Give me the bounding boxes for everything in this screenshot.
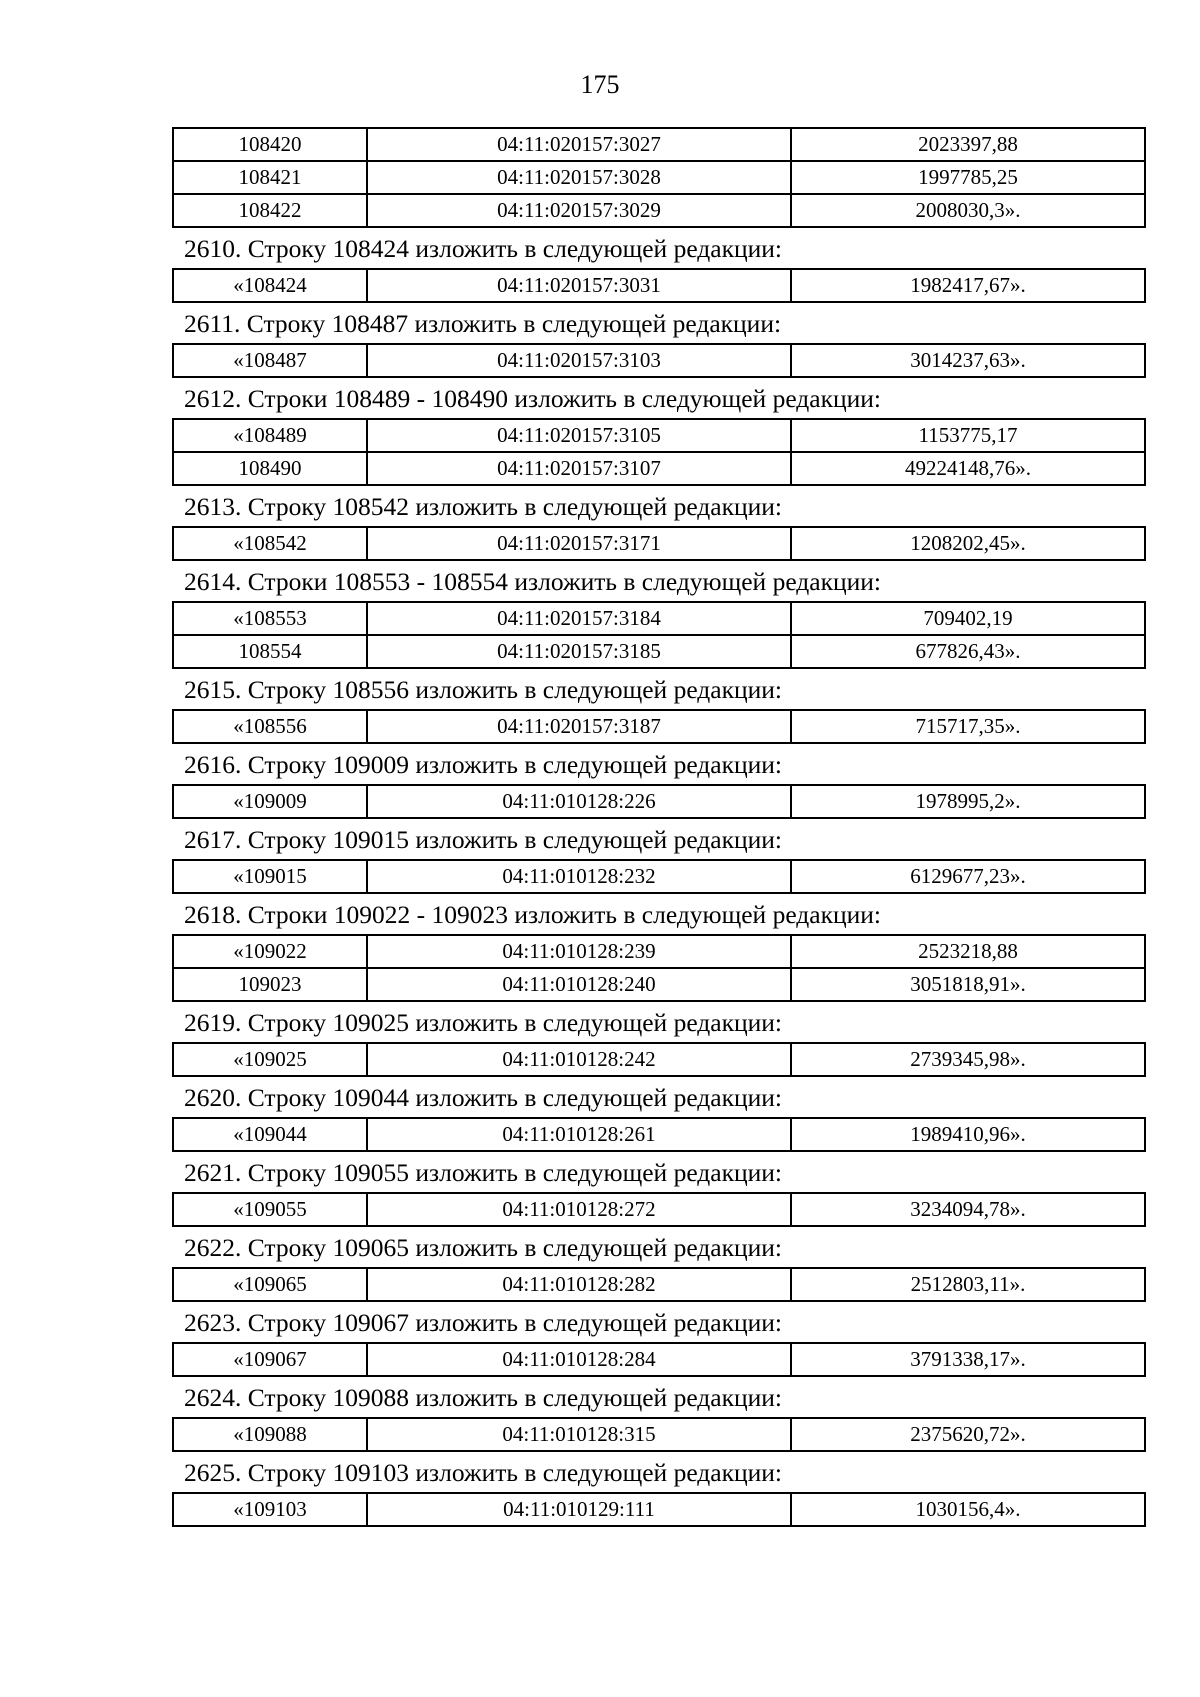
value-cell: 677826,43».: [791, 635, 1145, 668]
amendment-heading: 2615. Строку 108556 изложить в следующей редакции:: [184, 675, 783, 704]
amendment-heading: 2613. Строку 108542 изложить в следующей редакции:: [184, 492, 783, 521]
row-number-cell: 108422: [173, 194, 367, 227]
row-number-cell: «108542: [173, 527, 367, 560]
amendment-table: [172, 859, 1146, 894]
row-number-cell: «108553: [173, 602, 367, 635]
value-cell: 1997785,25: [791, 161, 1145, 194]
amendment-heading: 2621. Строку 109055 изложить в следующей редакции:: [184, 1158, 783, 1187]
cadastral-number-cell: 04:11:020157:3027: [367, 128, 791, 161]
row-number-cell: 108554: [173, 635, 367, 668]
page-number: 175: [580, 70, 620, 99]
row-number-cell: «109067: [173, 1343, 367, 1376]
amendment-table: [172, 343, 1146, 378]
cadastral-number-cell: 04:11:010128:240: [367, 968, 791, 1001]
value-cell: 3014237,63».: [791, 344, 1145, 377]
cadastral-number-cell: 04:11:010128:282: [367, 1268, 791, 1301]
row-number-cell: 109023: [173, 968, 367, 1001]
amendment-table: [172, 1117, 1146, 1152]
table-row: [173, 1193, 1145, 1226]
row-number-cell: «109022: [173, 935, 367, 968]
table-row: [173, 710, 1145, 743]
value-cell: 1030156,4».: [791, 1493, 1145, 1526]
cadastral-number-cell: 04:11:010128:272: [367, 1193, 791, 1226]
amendment-table: [172, 784, 1146, 819]
amendment-table: [172, 934, 1146, 1002]
value-cell: 2023397,88: [791, 128, 1145, 161]
value-cell: 2523218,88: [791, 935, 1145, 968]
value-cell: 1989410,96».: [791, 1118, 1145, 1151]
table-row: [173, 602, 1145, 635]
table-row: [173, 860, 1145, 893]
cadastral-number-cell: 04:11:010128:232: [367, 860, 791, 893]
table-row: [173, 527, 1145, 560]
amendment-heading: 2614. Строки 108553 - 108554 изложить в следующей редакции:: [184, 567, 882, 596]
amendment-table: [172, 1492, 1146, 1527]
amendment-heading: 2620. Строку 109044 изложить в следующей редакции:: [184, 1083, 783, 1112]
row-number-cell: 108421: [173, 161, 367, 194]
row-number-cell: 108420: [173, 128, 367, 161]
cadastral-number-cell: 04:11:020157:3185: [367, 635, 791, 668]
table-row: [173, 1118, 1145, 1151]
cadastral-number-cell: 04:11:020157:3187: [367, 710, 791, 743]
row-number-cell: 108490: [173, 452, 367, 485]
value-cell: 709402,19: [791, 602, 1145, 635]
cadastral-number-cell: 04:11:010129:111: [367, 1493, 791, 1526]
cadastral-number-cell: 04:11:010128:226: [367, 785, 791, 818]
table-row: [173, 935, 1145, 968]
table-row: [173, 1418, 1145, 1451]
value-cell: 6129677,23».: [791, 860, 1145, 893]
value-cell: 715717,35».: [791, 710, 1145, 743]
row-number-cell: «109009: [173, 785, 367, 818]
table-row: [173, 194, 1145, 227]
amendment-table: [172, 601, 1146, 669]
amendment-heading: 2619. Строку 109025 изложить в следующей редакции:: [184, 1008, 783, 1037]
amendment-table: [172, 1342, 1146, 1377]
amendment-table: [172, 127, 1146, 228]
cadastral-number-cell: 04:11:020157:3107: [367, 452, 791, 485]
table-row: [173, 419, 1145, 452]
table-row: [173, 128, 1145, 161]
amendment-table: [172, 1192, 1146, 1227]
amendment-table: [172, 1417, 1146, 1452]
table-row: [173, 635, 1145, 668]
table-row: [173, 785, 1145, 818]
table-row: [173, 161, 1145, 194]
row-number-cell: «109044: [173, 1118, 367, 1151]
value-cell: 49224148,76».: [791, 452, 1145, 485]
amendment-heading: 2625. Строку 109103 изложить в следующей редакции:: [184, 1458, 783, 1487]
row-number-cell: «109025: [173, 1043, 367, 1076]
cadastral-number-cell: 04:11:010128:261: [367, 1118, 791, 1151]
row-number-cell: «109103: [173, 1493, 367, 1526]
table-row: [173, 1043, 1145, 1076]
row-number-cell: «108424: [173, 269, 367, 302]
cadastral-number-cell: 04:11:020157:3105: [367, 419, 791, 452]
amendment-table: [172, 1042, 1146, 1077]
cadastral-number-cell: 04:11:020157:3103: [367, 344, 791, 377]
value-cell: 2739345,98».: [791, 1043, 1145, 1076]
row-number-cell: «109055: [173, 1193, 367, 1226]
table-row: [173, 968, 1145, 1001]
amendment-heading: 2623. Строку 109067 изложить в следующей редакции:: [184, 1308, 783, 1337]
cadastral-number-cell: 04:11:010128:315: [367, 1418, 791, 1451]
amendment-heading: 2624. Строку 109088 изложить в следующей редакции:: [184, 1383, 783, 1412]
value-cell: 3791338,17».: [791, 1343, 1145, 1376]
row-number-cell: «108489: [173, 419, 367, 452]
table-row: [173, 1493, 1145, 1526]
amendment-heading: 2617. Строку 109015 изложить в следующей редакции:: [184, 825, 783, 854]
amendment-table: [172, 709, 1146, 744]
amendment-table: [172, 268, 1146, 303]
row-number-cell: «108487: [173, 344, 367, 377]
amendment-table: [172, 418, 1146, 486]
row-number-cell: «108556: [173, 710, 367, 743]
document-body: [172, 127, 1144, 1527]
value-cell: 1978995,2».: [791, 785, 1145, 818]
table-row: [173, 344, 1145, 377]
row-number-cell: «109088: [173, 1418, 367, 1451]
cadastral-number-cell: 04:11:020157:3171: [367, 527, 791, 560]
amendment-heading: 2612. Строки 108489 - 108490 изложить в следующей редакции:: [184, 384, 882, 413]
amendment-heading: 2622. Строку 109065 изложить в следующей редакции:: [184, 1233, 783, 1262]
cadastral-number-cell: 04:11:020157:3028: [367, 161, 791, 194]
value-cell: 1208202,45».: [791, 527, 1145, 560]
amendment-heading: 2610. Строку 108424 изложить в следующей редакции:: [184, 234, 783, 263]
value-cell: 1982417,67».: [791, 269, 1145, 302]
amendment-heading: 2618. Строки 109022 - 109023 изложить в следующей редакции:: [184, 900, 882, 929]
value-cell: 3051818,91».: [791, 968, 1145, 1001]
cadastral-number-cell: 04:11:020157:3184: [367, 602, 791, 635]
row-number-cell: «109015: [173, 860, 367, 893]
cadastral-number-cell: 04:11:020157:3029: [367, 194, 791, 227]
cadastral-number-cell: 04:11:010128:242: [367, 1043, 791, 1076]
amendment-heading: 2616. Строку 109009 изложить в следующей редакции:: [184, 750, 783, 779]
table-row: [173, 1343, 1145, 1376]
row-number-cell: «109065: [173, 1268, 367, 1301]
cadastral-number-cell: 04:11:010128:284: [367, 1343, 791, 1376]
value-cell: 2008030,3».: [791, 194, 1145, 227]
amendment-heading: 2611. Строку 108487 изложить в следующей редакции:: [184, 309, 782, 338]
table-row: [173, 269, 1145, 302]
amendment-table: [172, 1267, 1146, 1302]
value-cell: 2512803,11».: [791, 1268, 1145, 1301]
table-row: [173, 1268, 1145, 1301]
value-cell: 2375620,72».: [791, 1418, 1145, 1451]
value-cell: 3234094,78».: [791, 1193, 1145, 1226]
amendment-table: [172, 526, 1146, 561]
cadastral-number-cell: 04:11:010128:239: [367, 935, 791, 968]
cadastral-number-cell: 04:11:020157:3031: [367, 269, 791, 302]
table-row: [173, 452, 1145, 485]
value-cell: 1153775,17: [791, 419, 1145, 452]
